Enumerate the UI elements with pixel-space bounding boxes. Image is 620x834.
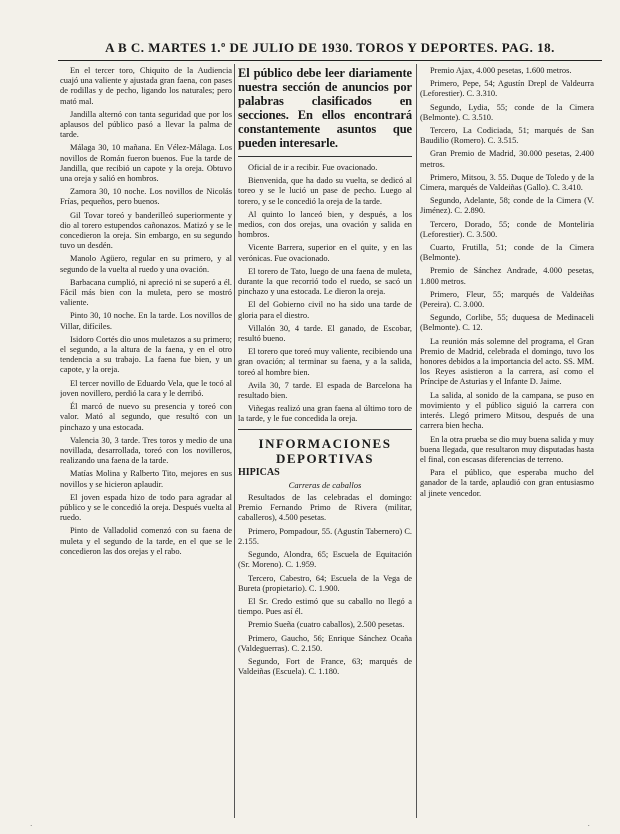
paragraph: El torero de Tato, luego de una faena de muleta, durante la que recorrió todo el ruedo, se sacó un pinchazo y una estocada. Le dieron la oreja. [238,266,412,297]
paragraph: Vicente Barrera, superior en el quite, y en las verónicas. Fue ovacionado. [238,243,412,263]
column-left [60,66,232,824]
column-rule [416,64,417,818]
page-header: A B C. MARTES 1.º DE JULIO DE 1930. TOROS Y DEPORTES. PAG. 18. [105,40,555,55]
paragraph: En la otra prueba se dio muy buena salida y muy buena llegada, que resultaron muy disputadas hasta el final, con escasas diferencias de terreno. [420,434,594,464]
footer-marks [30,822,590,830]
paragraph: Pinto 30, 10 noche. En la tarde. Los novillos de Villar, difíciles. [60,311,232,331]
paragraph: En el tercer toro, Chiquito de la Audiencia cuajó una valiente y ajustada gran faena, con pases de rodillas y de pecho, ligando los naturales; pero mató mal. [60,66,232,106]
paragraph: Manolo Agüero, regular en su primero, y al segundo de la vuelta al ruedo y una ovación. [60,254,232,274]
paragraph: Primero, Fleur, 55; marqués de Valdeiñas (Pereira). C. 3.000. [420,289,594,310]
paragraph: El del Gobierno civil no ha sido una tarde de gloria para el diestro. [238,300,412,320]
paragraph: Jandilla alternó con tanta seguridad que por los aplausos del público pasó a llevar la palma de tarde. [60,109,232,140]
paragraph: Pinto de Valladolid comenzó con su faena de muleta y el segundo de la tarde, en el que se le concedieron las dos orejas y el rabo. [60,526,232,556]
paragraph: Viñegas realizó una gran faena al último toro de la tarde, y le fue concedida la oreja. [238,404,412,424]
paragraph: Para el público, que esperaba mucho del ganador de la tarde, aplaudió con gran entusiasmo al jinete vencedor. [420,468,594,498]
paragraph: El torero que toreó muy valiente, recibiendo una gran ovación; al terminar su faena, y a la salida, toreó al hombre bien. [238,347,412,377]
section-title: INFORMACIONES DEPORTIVAS [258,435,392,466]
paragraph: El tercer novillo de Eduardo Vela, que le tocó al joven novillero, perdió la cara y le derribó. [60,378,232,398]
classified-notice: El público debe leer diariamente nuestra sección de anuncios por palabras clasificados en secciones. En ellos encontrará constantemente asuntos que pueden interesarle. [238,66,412,150]
paragraph: Él marcó de nuevo su presencia y toreó con valor. Mató al segundo, que resultó con un pinchazo y una estocada. [60,402,232,432]
column-rule [234,64,235,818]
paragraph: Gil Tovar toreó y banderilleó superiormente y dio al torero estupendos cañonazos. Matizó y se le concedieron la oreja. Sin embargo, en su segundo tuvo un desdén. [60,210,232,251]
footer-mark-left: · [30,822,33,830]
paragraph: El Sr. Credo estimó que su caballo no llegó a tiempo. Pues así él. [238,596,412,617]
paragraph: Cuarto, Frutilla, 51; conde de la Cimera (Belmonte). [420,243,594,263]
paragraph: La reunión más solemne del programa, el Gran Premio de Madrid, celebrada el domingo, tuvo los honores debidos a la importancia del acto. SS. MM. los Reyes asistieron a la carrera, así como el Príncipe de Asturias y el Infante D. Jaime. [420,336,594,387]
header-rule [58,60,602,61]
paragraph: Premio Ajax, 4.000 pesetas, 1.600 metros. [430,66,572,75]
divider [238,429,412,430]
paragraph: Isidoro Cortés dio unos muletazos a su primero; el segundo, a la altura de la faena, y en el otro tendencia a su trabajo. La faena fue bien, y un capote, y la oreja. [60,334,232,375]
paragraph: Primero, Mitsou, 3. 55. Duque de Toledo y de la Cimera, marqués de Valdeiñas (Gallo). C. 3.410. [420,172,594,193]
paragraph: Matías Molina y Ralberto Tito, mejores en sus novillos y se hicieron aplaudir. [60,469,232,489]
paragraph: Valencia 30, 3 tarde. Tres toros y medio de una novillada, desarrollada, toreó con los novilleros, realizando una faena de la tarde. [60,435,232,466]
paragraph: Segundo, Adelante, 58; conde de la Cimera (V. Jiménez). C. 2.890. [420,196,594,216]
paragraph: Bienvenida, que ha dado su vuelta, se dedicó al toreo y se le lució un pase de pecho. Luego al torero, y se le concedió la oreja de la tarde. [238,176,412,206]
race-title: Carreras de caballos [288,479,362,490]
paragraph: Avila 30, 7 tarde. El espada de Barcelona ha resultado bien. [238,380,412,401]
column-right [420,66,594,824]
paragraph: Segundo, Alondra, 65; Escuela de Equitación (Sr. Moreno). C. 1.959. [238,550,412,570]
paragraph: Resultados de las celebradas el domingo: Premio Fernando Primo de Rivera (militar, caballeros), 4.500 pesetas. [238,493,412,523]
footer-mark-right: · [587,822,590,830]
paragraph: Al quinto lo lanceó bien, y después, a los medios, con dos orejas, una ovación y salida en hombros. [238,209,412,240]
paragraph: Primero, Pepe, 54; Agustín Drepl de Valdeurra (Leforestier). C. 3.310. [420,79,594,99]
paragraph: Oficial de ir a recibir. Fue ovacionado. [248,163,378,172]
paragraph: Málaga 30, 10 mañana. En Vélez-Málaga. Los novillos de Román fueron buenos. Fue la tarde de Jandilla, que recibió un capote y la oreja. Obtuvo una oreja y salió en hombros. [60,143,232,184]
paragraph: Premio de Sánchez Andrade, 4.000 pesetas, 1.800 metros. [420,266,594,286]
paragraph: Tercero, La Codiciada, 51; marqués de San Baudilio (Romero). C. 3.515. [420,126,594,146]
column-middle [238,66,412,824]
divider [238,156,412,157]
paragraph: Zamora 30, 10 noche. Los novillos de Nicolás Frías, pequeños, pero buenos. [60,187,232,207]
paragraph: Barbacana cumplió, ni apreció ni se superó a él. Fácil más bien con la muleta, pero se mostró valiente. [60,277,232,308]
paragraph: El joven espada hizo de todo para agradar al público y se le concedió la oreja. Después vuelta al ruedo. [60,492,232,523]
paragraph: Tercero, Dorado, 55; conde de Monteliria (Leforestier). C. 3.500. [420,219,594,239]
paragraph: Villalón 30, 4 tarde. El ganado, de Escobar, resultó bueno. [238,323,412,344]
paragraph: Segundo, Corlibe, 55; duquesa de Medinaceli (Belmonte). C. 12. [420,313,594,333]
paragraph: Premio Sueña (cuatro caballos), 2.500 pesetas. [248,620,405,630]
section-subhead: HIPICAS [238,466,280,478]
paragraph: Segundo, Lydia, 55; conde de la Cimera (Belmonte). C. 3.510. [420,102,594,122]
paragraph: Gran Premio de Madrid, 30.000 pesetas, 2.400 metros. [420,149,594,169]
paragraph: La salida, al sonido de la campana, se puso en movimiento y el público siguió la carrera con interés. Llegó primero Mitsou, después de una carrera bien hecha. [420,390,594,431]
paragraph: Primero, Gaucho, 56; Enrique Sánchez Ocaña (Valdeguerras). C. 2.150. [238,633,412,653]
paragraph: Segundo, Fort de France, 63; marqués de Valdeiñas (Escuela). C. 1.180. [238,656,412,677]
paragraph: Primero, Pompadour, 55. (Agustín Tabernero) C. 2.155. [238,526,412,546]
paragraph: Tercero, Cabestro, 64; Escuela de la Vega de Bureta (propietario). C. 1.900. [238,573,412,593]
